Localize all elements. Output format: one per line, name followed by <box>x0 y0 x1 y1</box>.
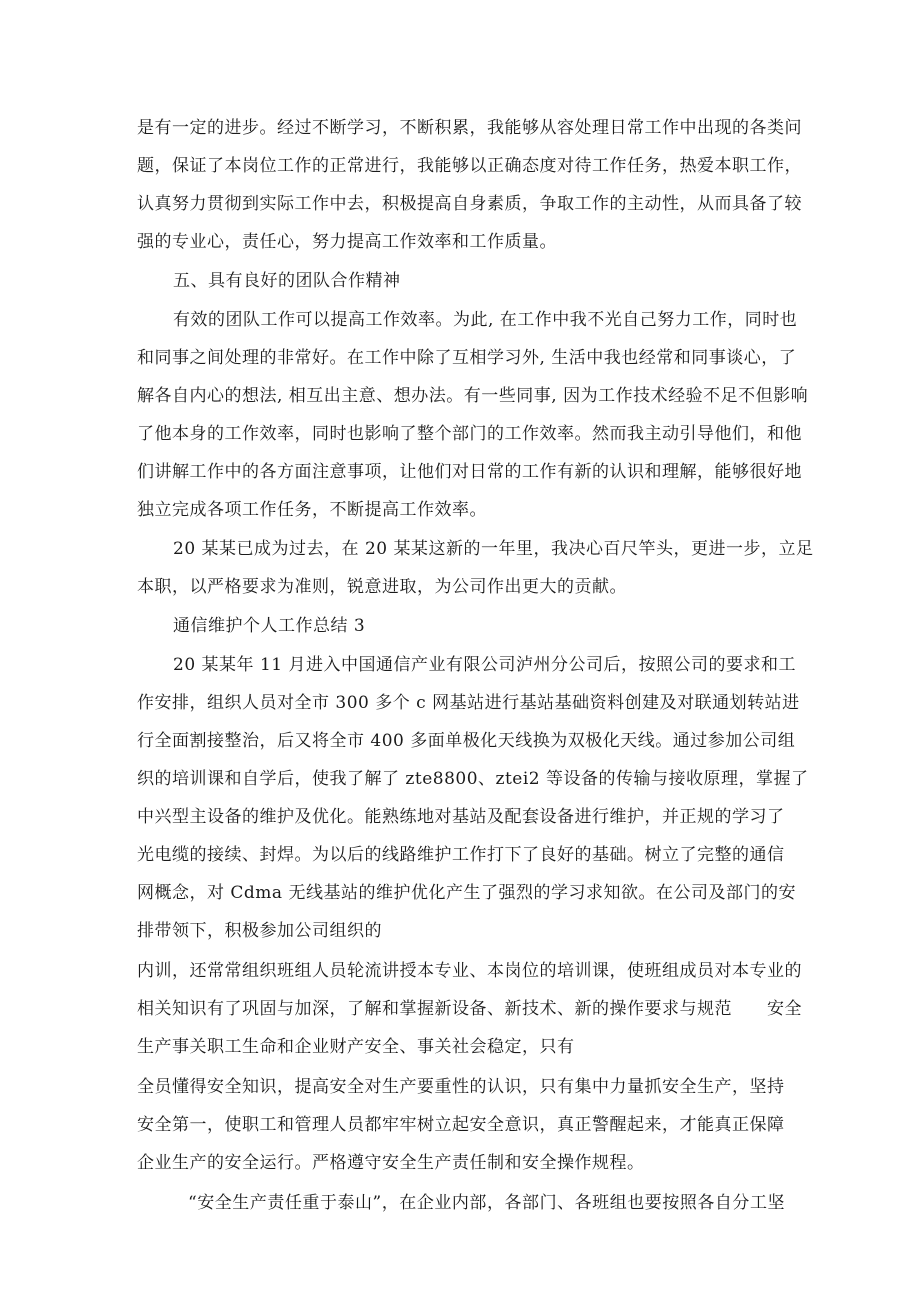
paragraph-line: 20 某某年 11 月进入中国通信产业有限公司泸州分公司后，按照公司的要求和工 <box>173 655 796 675</box>
paragraph-line: 内训，还常常组织班组人员轮流讲授本专业、本岗位的培训课，使班组成员对本专业的 <box>137 961 802 981</box>
paragraph-line: 生产事关职工生命和企业财产安全、事关社会稳定，只有 <box>137 1037 575 1057</box>
paragraph-line: 题，保证了本岗位工作的正常进行，我能够以正确态度对待工作任务，热爱本职工作， <box>137 156 802 176</box>
paragraph-line: 全员懂得安全知识，提高安全对生产要重性的认识，只有集中力量抓安全生产，坚持 <box>137 1077 785 1097</box>
paragraph-line: 织的培训课和自学后，使我了解了 zte8800、ztei2 等设备的传输与接收原理，掌握了 <box>137 769 809 789</box>
paragraph-line: 强的专业心，责任心，努力提高工作效率和工作质量。 <box>137 232 557 252</box>
paragraph-line: 了他本身的工作效率，同时也影响了整个部门的工作效率。然而我主动引导他们，和他 <box>137 424 802 444</box>
section-heading: 通信维护个人工作总结 3 <box>173 616 366 636</box>
paragraph-line: 光电缆的接续、封焊。为以后的线路维护工作打下了良好的基础。树立了完整的通信 <box>137 845 785 865</box>
paragraph-line: 作安排，组织人员对全市 300 多个 c 网基站进行基站基础资料创建及对联通划转站进 <box>137 693 800 713</box>
section-heading: 五、具有良好的团队合作精神 <box>173 271 401 291</box>
paragraph-line: 中兴型主设备的维护及优化。能熟练地对基站及配套设备进行维护，并正规的学习了 <box>137 807 785 827</box>
paragraph-line: 和同事之间处理的非常好。在工作中除了互相学习外, 生活中我也经常和同事谈心，了 <box>137 348 797 368</box>
paragraph-line: 行全面割接整治，后又将全市 400 多面单极化天线换为双极化天线。通过参加公司组 <box>137 731 796 751</box>
paragraph-line: “安全生产责任重于泰山”，在企业内部，各部门、各班组也要按照各自分工坚 <box>188 1193 785 1213</box>
paragraph-line: 排带领下，积极参加公司组织的 <box>137 921 382 941</box>
paragraph-line: 本职，以严格要求为准则，锐意进取，为公司作出更大的贡献。 <box>137 577 627 597</box>
paragraph-line: 20 某某已成为过去，在 20 某某这新的一年里，我决心百尺竿头，更进一步，立足 <box>173 539 814 559</box>
paragraph-line: 认真努力贯彻到实际工作中去，积极提高自身素质，争取工作的主动性，从而具备了较 <box>137 194 802 214</box>
paragraph-line: 是有一定的进步。经过不断学习，不断积累，我能够从容处理日常工作中出现的各类问 <box>137 118 802 138</box>
paragraph-line: 安全第一，使职工和管理人员都牢牢树立起安全意识，真正警醒起来，才能真正保障 <box>137 1115 785 1135</box>
paragraph-line: 解各自内心的想法, 相互出主意、想办法。有一些同事, 因为工作技术经验不足不但影响 <box>137 386 809 406</box>
paragraph-line: 网概念，对 Cdma 无线基站的维护优化产生了强烈的学习求知欲。在公司及部门的安 <box>137 883 796 903</box>
paragraph-line: 们讲解工作中的各方面注意事项，让他们对日常的工作有新的认识和理解，能够很好地 <box>137 462 802 482</box>
paragraph-line: 企业生产的安全运行。严格遵守安全生产责任制和安全操作规程。 <box>137 1153 645 1173</box>
paragraph-line: 有效的团队工作可以提高工作效率。为此, 在工作中我不光自己努力工作，同时也 <box>173 310 798 330</box>
paragraph-line: 独立完成各项工作任务，不断提高工作效率。 <box>137 500 487 520</box>
paragraph-line: 相关知识有了巩固与加深，了解和掌握新设备、新技术、新的操作要求与规范 安全 <box>137 999 802 1019</box>
